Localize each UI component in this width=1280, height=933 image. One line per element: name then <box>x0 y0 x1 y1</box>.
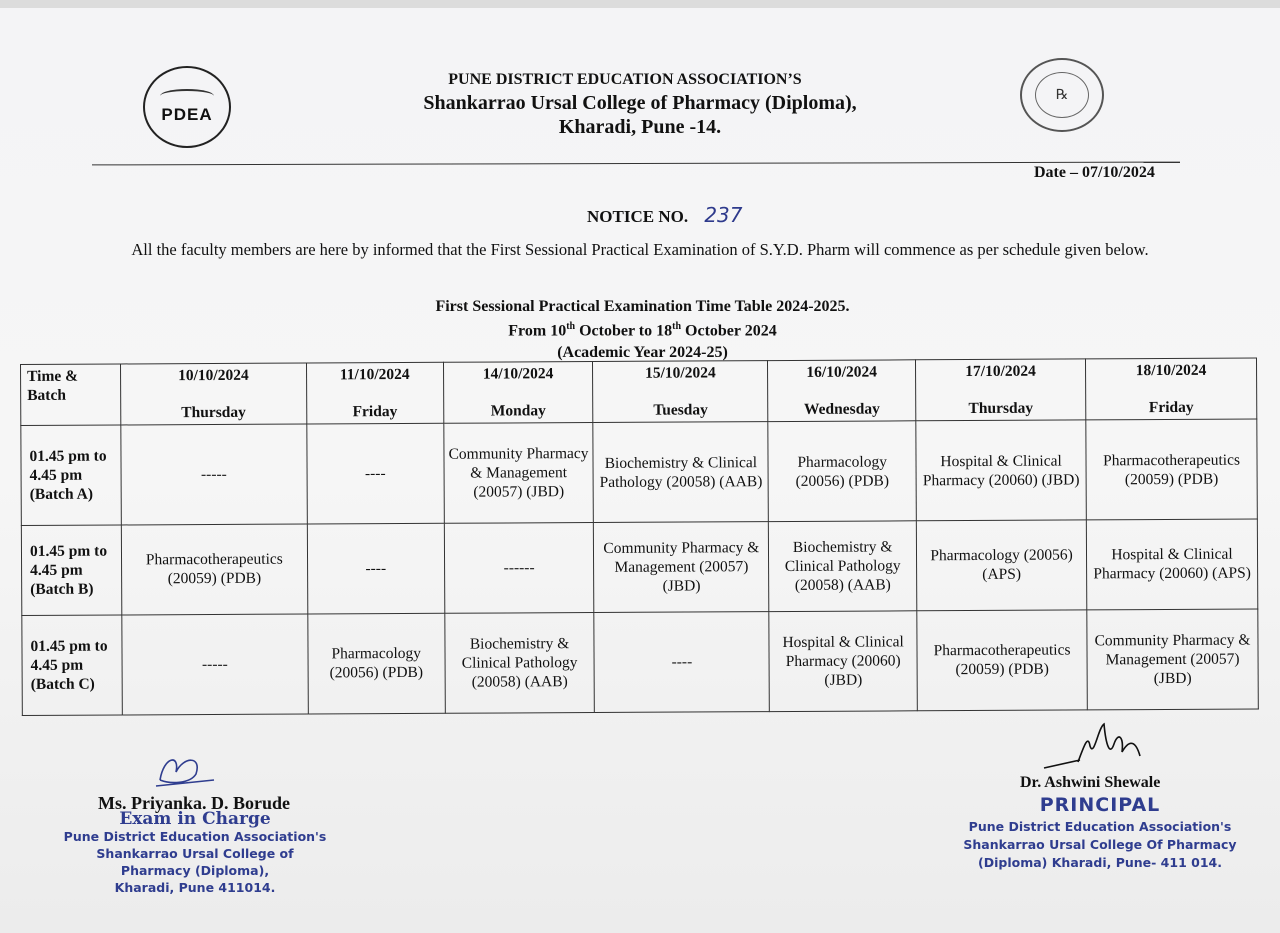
table-cell: ---- <box>307 523 444 614</box>
column-header <box>120 363 306 425</box>
table-cell: ----- <box>122 614 308 715</box>
stamp-line: Pharmacy (Diploma), <box>120 863 270 878</box>
stamp-line: (Diploma) Kharadi, Pune- 411 014. <box>978 855 1222 870</box>
table-cell: Hospital & Clinical Pharmacy (20060) (JBD) <box>916 420 1086 521</box>
column-day: Thursday <box>968 399 1034 418</box>
timetable <box>20 358 1259 716</box>
column-day: Friday <box>352 403 398 421</box>
column-header <box>443 361 593 423</box>
column-day: Wednesday <box>803 400 880 418</box>
timetable-range <box>0 321 1280 340</box>
table-cell: Pharmacology (20056) (APS) <box>916 520 1086 611</box>
signature-right-icon <box>1040 716 1150 774</box>
table-row <box>21 419 1258 526</box>
table-cell: ------ <box>444 523 594 614</box>
signature-left-icon <box>150 750 220 794</box>
table-cell: Pharmacology (20056) (PDB) <box>308 613 445 714</box>
college-name: Shankarrao Ursal College of Pharmacy (Diploma), <box>423 92 857 114</box>
timetable-title: First Sessional Practical Examination Time Table 2024-2025. <box>435 298 850 315</box>
association-name: PUNE DISTRICT EDUCATION ASSOCIATION’S <box>448 71 802 88</box>
logo-text: PDEA <box>161 105 213 124</box>
corner-header: Time & Batch <box>21 364 121 426</box>
notice-number: 237 <box>704 203 743 227</box>
table-cell: Pharmacotherapeutics (20059) (PDB) <box>1086 419 1258 520</box>
column-day: Monday <box>490 402 546 420</box>
table-cell: Hospital & Clinical Pharmacy (20060) (APS) <box>1086 519 1257 610</box>
stamp-line: Pune District Education Association's <box>968 819 1232 834</box>
time-batch-cell: 01.45 pm to 4.45 pm (Batch A) <box>21 425 121 526</box>
column-date: 14/10/2024 <box>482 365 554 383</box>
range-mid: October to 18 <box>575 322 673 340</box>
stamp-line: Pune District Education Association's <box>63 829 327 844</box>
column-date: 17/10/2024 <box>965 362 1036 381</box>
column-date: 11/10/2024 <box>339 365 410 384</box>
table-cell: ---- <box>594 611 769 712</box>
column-header <box>306 362 443 424</box>
range-sup-1: th <box>566 321 576 332</box>
table-cell: Biochemistry & Clinical Pathology (20058) (AAB) <box>593 422 768 523</box>
notice-date: Date – 07/10/2024 <box>1034 164 1155 181</box>
notice-label: NOTICE NO. <box>587 207 689 226</box>
column-date: 18/10/2024 <box>1135 361 1207 380</box>
range-end: October 2024 <box>681 322 777 340</box>
principal-stamp <box>960 796 1240 872</box>
column-header <box>916 359 1086 421</box>
table-row <box>21 519 1257 615</box>
table-cell: Biochemistry & Clinical Pathology (20058) (AAB) <box>444 612 594 713</box>
stamp-line: Shankarrao Ursal College Of Pharmacy <box>963 837 1237 852</box>
column-day: Thursday <box>181 403 246 422</box>
table-cell: Community Pharmacy & Management (20057) (JBD) <box>443 422 593 523</box>
exam-incharge-role: Exam in Charge <box>119 809 271 829</box>
rx-icon: ℞ <box>1035 72 1089 118</box>
college-location: Kharadi, Pune -14. <box>558 116 722 138</box>
time-batch-cell: 01.45 pm to 4.45 pm (Batch B) <box>21 525 121 615</box>
exam-incharge-name: Ms. Priyanka. D. Borude <box>98 793 291 813</box>
academic-year: (Academic Year 2024-25) <box>557 344 728 361</box>
column-day: Friday <box>1148 398 1194 417</box>
column-date: 16/10/2024 <box>806 363 878 381</box>
range-sup-2: th <box>672 321 682 332</box>
exam-incharge-stamp <box>60 811 330 896</box>
table-row <box>22 609 1259 716</box>
table-cell: Biochemistry & Clinical Pathology (20058) (AAB) <box>769 521 917 612</box>
notice-paragraph: All the faculty members are here by informed that the First Sessional Practical Examination of S.Y.D. Pharm will commence as per schedule given below. <box>131 240 1149 259</box>
document-page <box>0 8 1280 933</box>
stamp-line: Shankarrao Ursal College of <box>96 846 294 861</box>
stamp-line: Kharadi, Pune 411014. <box>114 880 276 895</box>
header-divider <box>92 162 1180 166</box>
table-cell: Pharmacotherapeutics (20059) (PDB) <box>121 524 307 615</box>
principal-name: Dr. Ashwini Shewale <box>1020 774 1161 791</box>
table-cell: Pharmacology (20056) (PDB) <box>768 421 916 522</box>
range-from: From 10 <box>508 322 567 340</box>
header-row <box>21 358 1257 425</box>
time-batch-cell: 01.45 pm to 4.45 pm (Batch C) <box>22 615 122 716</box>
table-cell: Pharmacotherapeutics (20059) (PDB) <box>917 610 1087 711</box>
table-cell: Community Pharmacy & Management (20057) (JBD) <box>594 522 769 613</box>
column-header <box>1086 358 1257 420</box>
table-cell: ---- <box>307 423 444 524</box>
table-cell: ----- <box>121 424 307 525</box>
notice-heading <box>587 203 743 227</box>
column-header <box>768 360 916 422</box>
table-cell: Hospital & Clinical Pharmacy (20060) (JBD) <box>769 611 917 712</box>
column-header <box>593 361 768 423</box>
column-date: 15/10/2024 <box>645 364 716 382</box>
table-cell: Community Pharmacy & Management (20057) (JBD) <box>1087 609 1259 710</box>
column-day: Tuesday <box>653 401 708 419</box>
column-date: 10/10/2024 <box>178 366 249 385</box>
principal-role: PRINCIPAL <box>1039 794 1161 816</box>
